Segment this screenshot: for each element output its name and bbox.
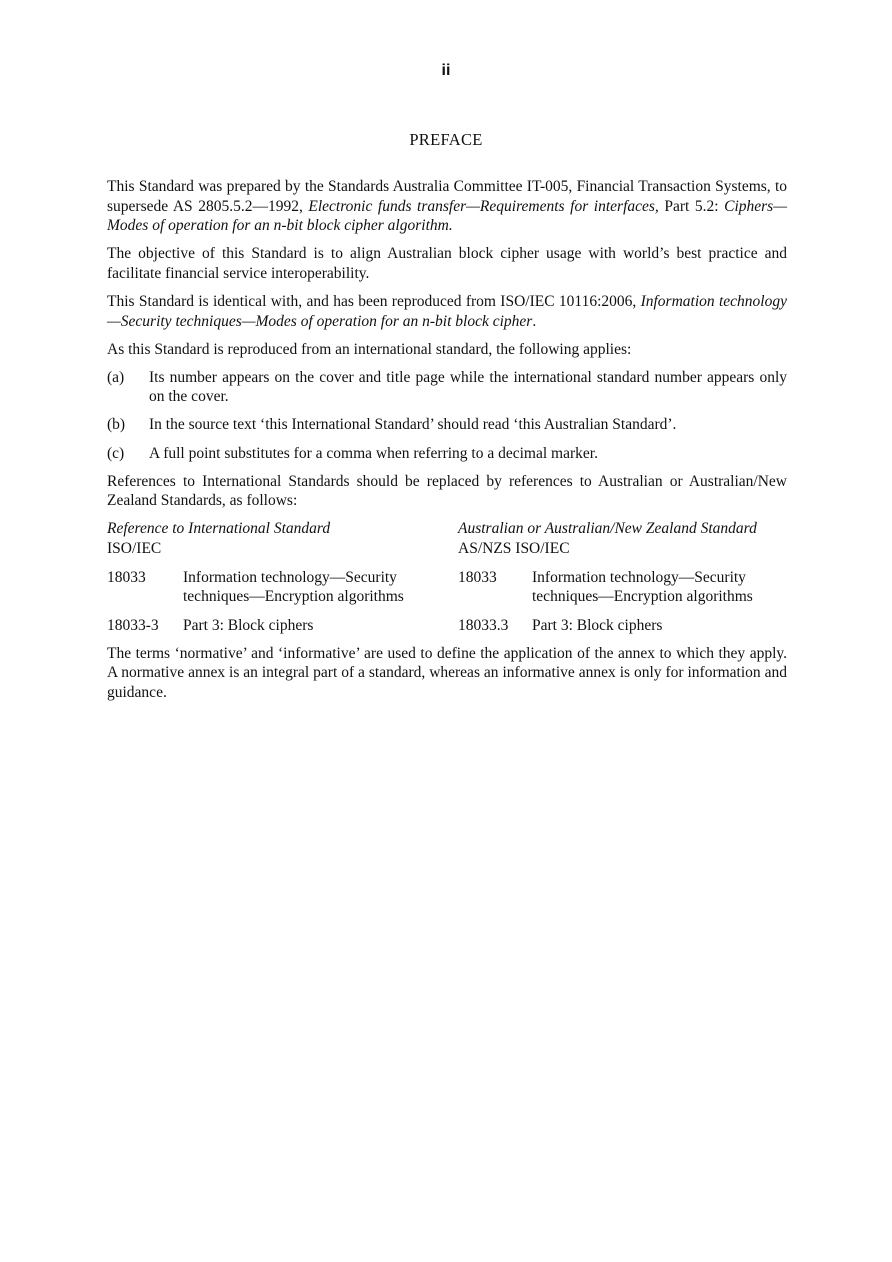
table-cell-right-description: Information technology—Security techniques—Encryption algorithms [532,568,753,606]
list-item [107,368,787,407]
table-cell-right-number: 18033.3 [458,616,509,634]
paragraph-references: References to International Standards should be replaced by references to Australian or Australian/New Zealand Standards, as follows: [107,472,787,510]
table-cell-left-number: 18033 [107,568,146,586]
subheader-iso-iec: ISO/IEC [107,539,162,557]
preface-body [107,177,787,711]
page-number: ii [441,62,451,79]
list-item-text: A full point substitutes for a comma when referring to a decimal marker. [149,444,598,462]
subheader-as-nzs: AS/NZS ISO/IEC [458,539,570,557]
table-row [107,616,787,636]
list-item-label: (a) [107,368,125,386]
reference-table-header [107,519,787,539]
paragraph-applies: As this Standard is reproduced from an international standard, the following applies: [107,340,632,358]
header-australian: Australian or Australian/New Zealand Standard [458,520,757,538]
identical-text-1: This Standard is identical with, and has been reproduced from ISO/IEC 10116:2006, [107,292,641,310]
list-item-text: Its number appears on the cover and title page while the international standard number appears only on the cover. [149,368,787,406]
paragraph-origin [107,177,787,236]
table-cell-left-description: Part 3: Block ciphers [183,616,314,634]
header-international: Reference to International Standard [107,520,331,538]
origin-text-2: Part 5.2: [658,197,725,215]
list-item [107,444,787,464]
table-cell-left-description: Information technology—Security techniques—Encryption algorithms [183,568,404,606]
table-cell-right-number: 18033 [458,568,497,586]
paragraph-normative: The terms ‘normative’ and ‘informative’ are used to define the application of the annex to which they apply. A normative annex is an integral part of a standard, whereas an informative annex is only for information and guidance. [107,644,787,701]
identical-title-italic: Information technology—Security techniques—Modes of operation for an n-bit block cipher [107,292,787,330]
table-cell-right-description: Part 3: Block ciphers [532,616,663,634]
list-item-text: In the source text ‘this International Standard’ should read ‘this Australian Standard’. [149,416,677,434]
reference-table [107,519,787,635]
reference-table-subheader [107,539,787,559]
list-item-label: (c) [107,444,125,462]
paragraph-objective: The objective of this Standard is to align Australian block cipher usage with world’s best practice and facilitate financial service interoperability. [107,245,787,282]
list-item [107,415,787,435]
origin-part-italic: Ciphers—Modes of operation for an n-bit block cipher algorithm. [107,197,787,235]
identical-text-2: . [532,312,537,330]
table-cell-left-number: 18033-3 [107,616,159,634]
table-row [107,568,787,607]
list-item-label: (b) [107,416,126,434]
origin-title-italic: Electronic funds transfer—Requirements for interfaces, [308,197,659,215]
paragraph-identical [107,292,787,331]
origin-text-1: This Standard was prepared by the Standards Australia Committee IT-005, Financial Transaction Systems, to supersede AS 2805.5.2—1992, [107,178,787,215]
page-title: PREFACE [409,130,483,149]
